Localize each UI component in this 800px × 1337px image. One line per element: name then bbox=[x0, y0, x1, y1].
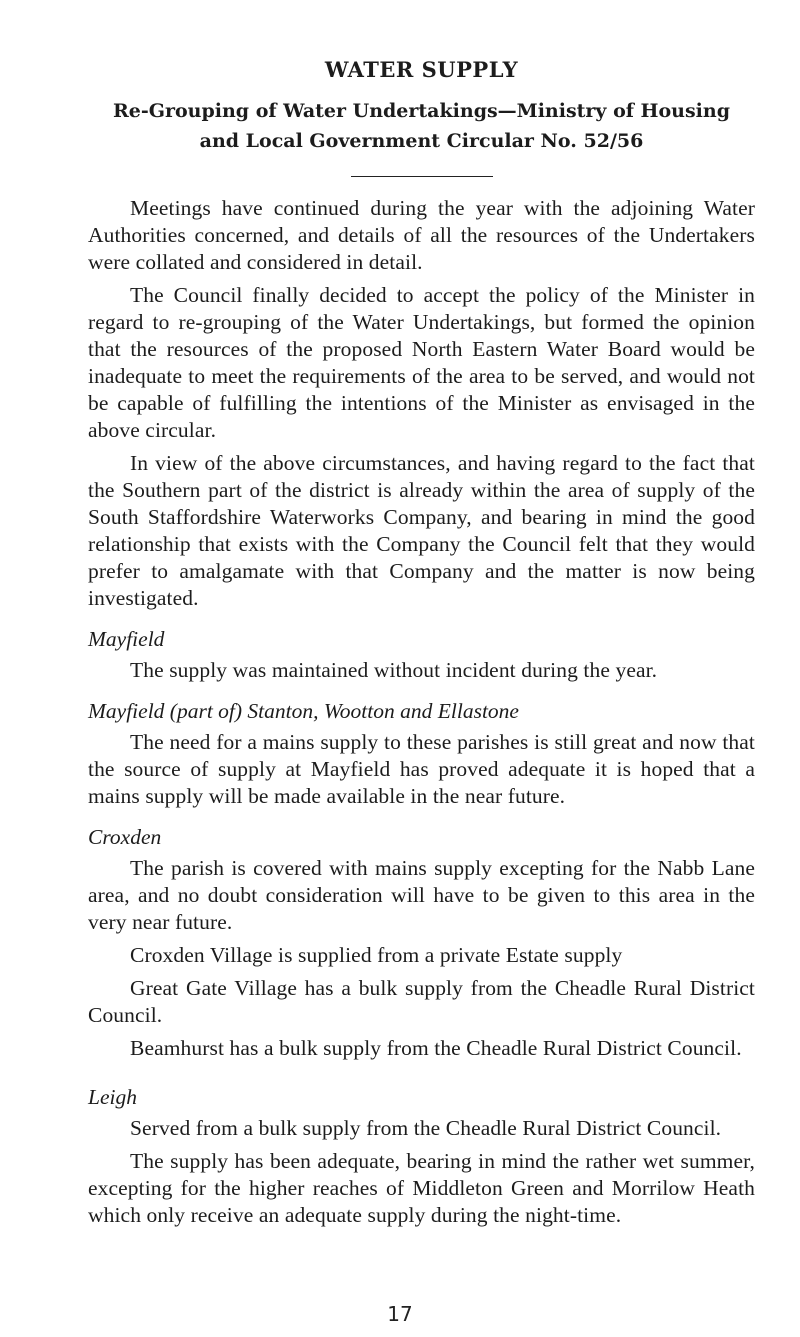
intro-paragraph-2: The Council finally decided to accept the policy of the Minister in regard to re-grouping of the Water Undertakings, but formed the opinion that the resources of the proposed North Eastern Water Board would be inadequate to meet the requirements of the area to be served, and would not be capable of fulfilling the intentions of the Minister as envisaged in the above circular. bbox=[88, 283, 755, 442]
intro-paragraph-3: In view of the above circumstances, and having regard to the fact that the Southern part of the district is already within the area of supply of the South Staffordshire Waterworks Company, and bearing in mind the good relationship that exists with the Company the Council felt that they would prefer to amalgamate with that Company and the matter is now being investigated. bbox=[88, 451, 755, 610]
croxden-paragraph-4: Beamhurst has a bulk supply from the Cheadle Rural District Council. bbox=[130, 1036, 742, 1060]
leigh-paragraph-2: The supply has been adequate, bearing in mind the rather wet summer, excepting for the higher reaches of Middleton Green and Morrilow Heath which only receive an adequate supply during the night-time. bbox=[88, 1149, 755, 1227]
mayfield-paragraph: The supply was maintained without incident during the year. bbox=[130, 658, 658, 682]
heading-mayfield-part: Mayfield (part of) Stanton, Wootton and Ellastone bbox=[88, 699, 519, 723]
croxden-paragraph-3: Great Gate Village has a bulk supply from the Cheadle Rural District Council. bbox=[88, 976, 755, 1027]
croxden-paragraph-1: The parish is covered with mains supply excepting for the Nabb Lane area, and no doubt consideration will have to be given to this area in the very near future. bbox=[88, 856, 755, 934]
section-subtitle-line-1: Re-Grouping of Water Undertakings—Ministry of Housing bbox=[112, 100, 731, 122]
heading-mayfield: Mayfield bbox=[88, 627, 165, 651]
divider-rule bbox=[351, 176, 493, 177]
heading-croxden: Croxden bbox=[88, 825, 162, 849]
page-title: WATER SUPPLY bbox=[324, 57, 519, 82]
mayfield-part-paragraph: The need for a mains supply to these parishes is still great and now that the source of supply at Mayfield has proved adequate it is hoped that a mains supply will be made available in the near future. bbox=[88, 730, 755, 808]
heading-leigh: Leigh bbox=[88, 1085, 137, 1109]
section-subtitle-line-2: and Local Government Circular No. 52/56 bbox=[199, 130, 644, 152]
croxden-paragraph-2: Croxden Village is supplied from a private Estate supply bbox=[130, 943, 623, 967]
page-number: 17 bbox=[387, 1302, 413, 1326]
document-page bbox=[88, 56, 755, 1235]
intro-paragraph-1: Meetings have continued during the year with the adjoining Water Authorities concerned, and details of all the resources of the Undertakers were collated and considered in detail. bbox=[88, 196, 755, 274]
leigh-paragraph-1: Served from a bulk supply from the Cheadle Rural District Council. bbox=[130, 1116, 722, 1140]
